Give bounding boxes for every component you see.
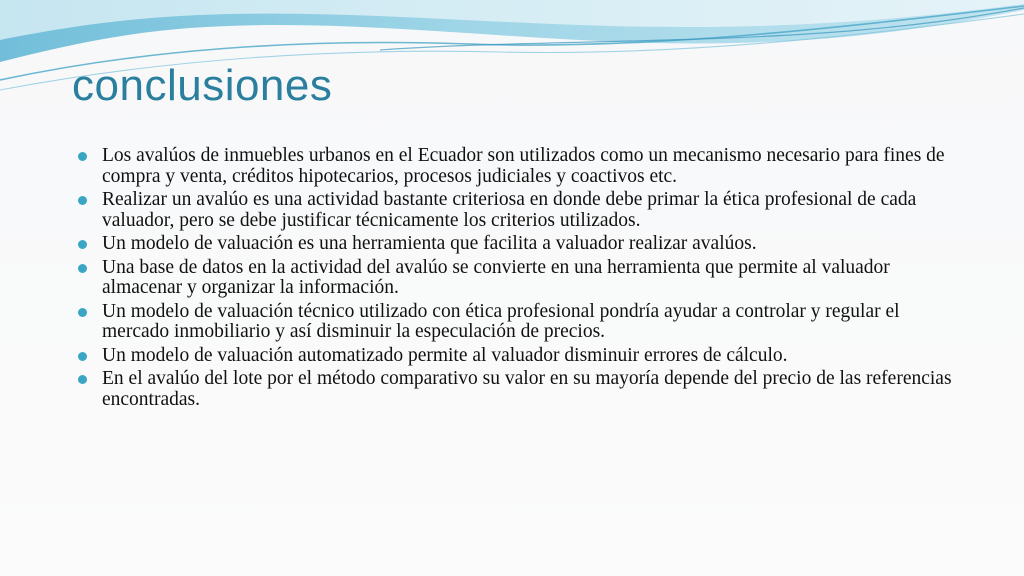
bullet-item	[102, 346, 952, 367]
bullet-item	[102, 369, 952, 410]
bullet-text: Una base de datos en la actividad del avalúo se convierte en una herramienta que permite al valuador almacenar y organizar la información.	[102, 256, 890, 298]
bullet-item	[102, 190, 952, 231]
bullet-dot-icon	[78, 375, 87, 384]
bullet-text: Realizar un avalúo es una actividad bastante criteriosa en donde debe primar la ética profesional de cada valuador, pero se debe justificar técnicamente los criterios utilizados.	[102, 189, 917, 231]
bullet-text: Los avalúos de inmuebles urbanos en el Ecuador son utilizados como un mecanismo necesario para fines de compra y venta, créditos hipotecarios, procesos judiciales y coactivos etc.	[102, 145, 945, 187]
bullet-dot-icon	[78, 196, 87, 205]
bullet-item	[102, 302, 952, 343]
bullet-text: En el avalúo del lote por el método comparativo su valor en su mayoría depende del precio de las referencias encontradas.	[102, 368, 952, 410]
bullet-item	[102, 146, 952, 187]
slide-title: conclusiones	[72, 61, 333, 110]
bullet-dot-icon	[78, 308, 87, 317]
bullet-dot-icon	[78, 352, 87, 361]
bullet-item	[102, 258, 952, 299]
bullet-dot-icon	[78, 264, 87, 273]
bullet-text: Un modelo de valuación técnico utilizado con ética profesional pondría ayudar a controlar y regular el mercado inmobiliario y así disminuir la especulación de precios.	[102, 300, 900, 342]
bullet-list	[102, 146, 952, 413]
bullet-dot-icon	[78, 152, 87, 161]
bullet-dot-icon	[78, 240, 87, 249]
bullet-text: Un modelo de valuación es una herramienta que facilita a valuador realizar avalúos.	[102, 233, 757, 254]
bullet-text: Un modelo de valuación automatizado permite al valuador disminuir errores de cálculo.	[102, 344, 788, 366]
bullet-item	[102, 234, 952, 255]
